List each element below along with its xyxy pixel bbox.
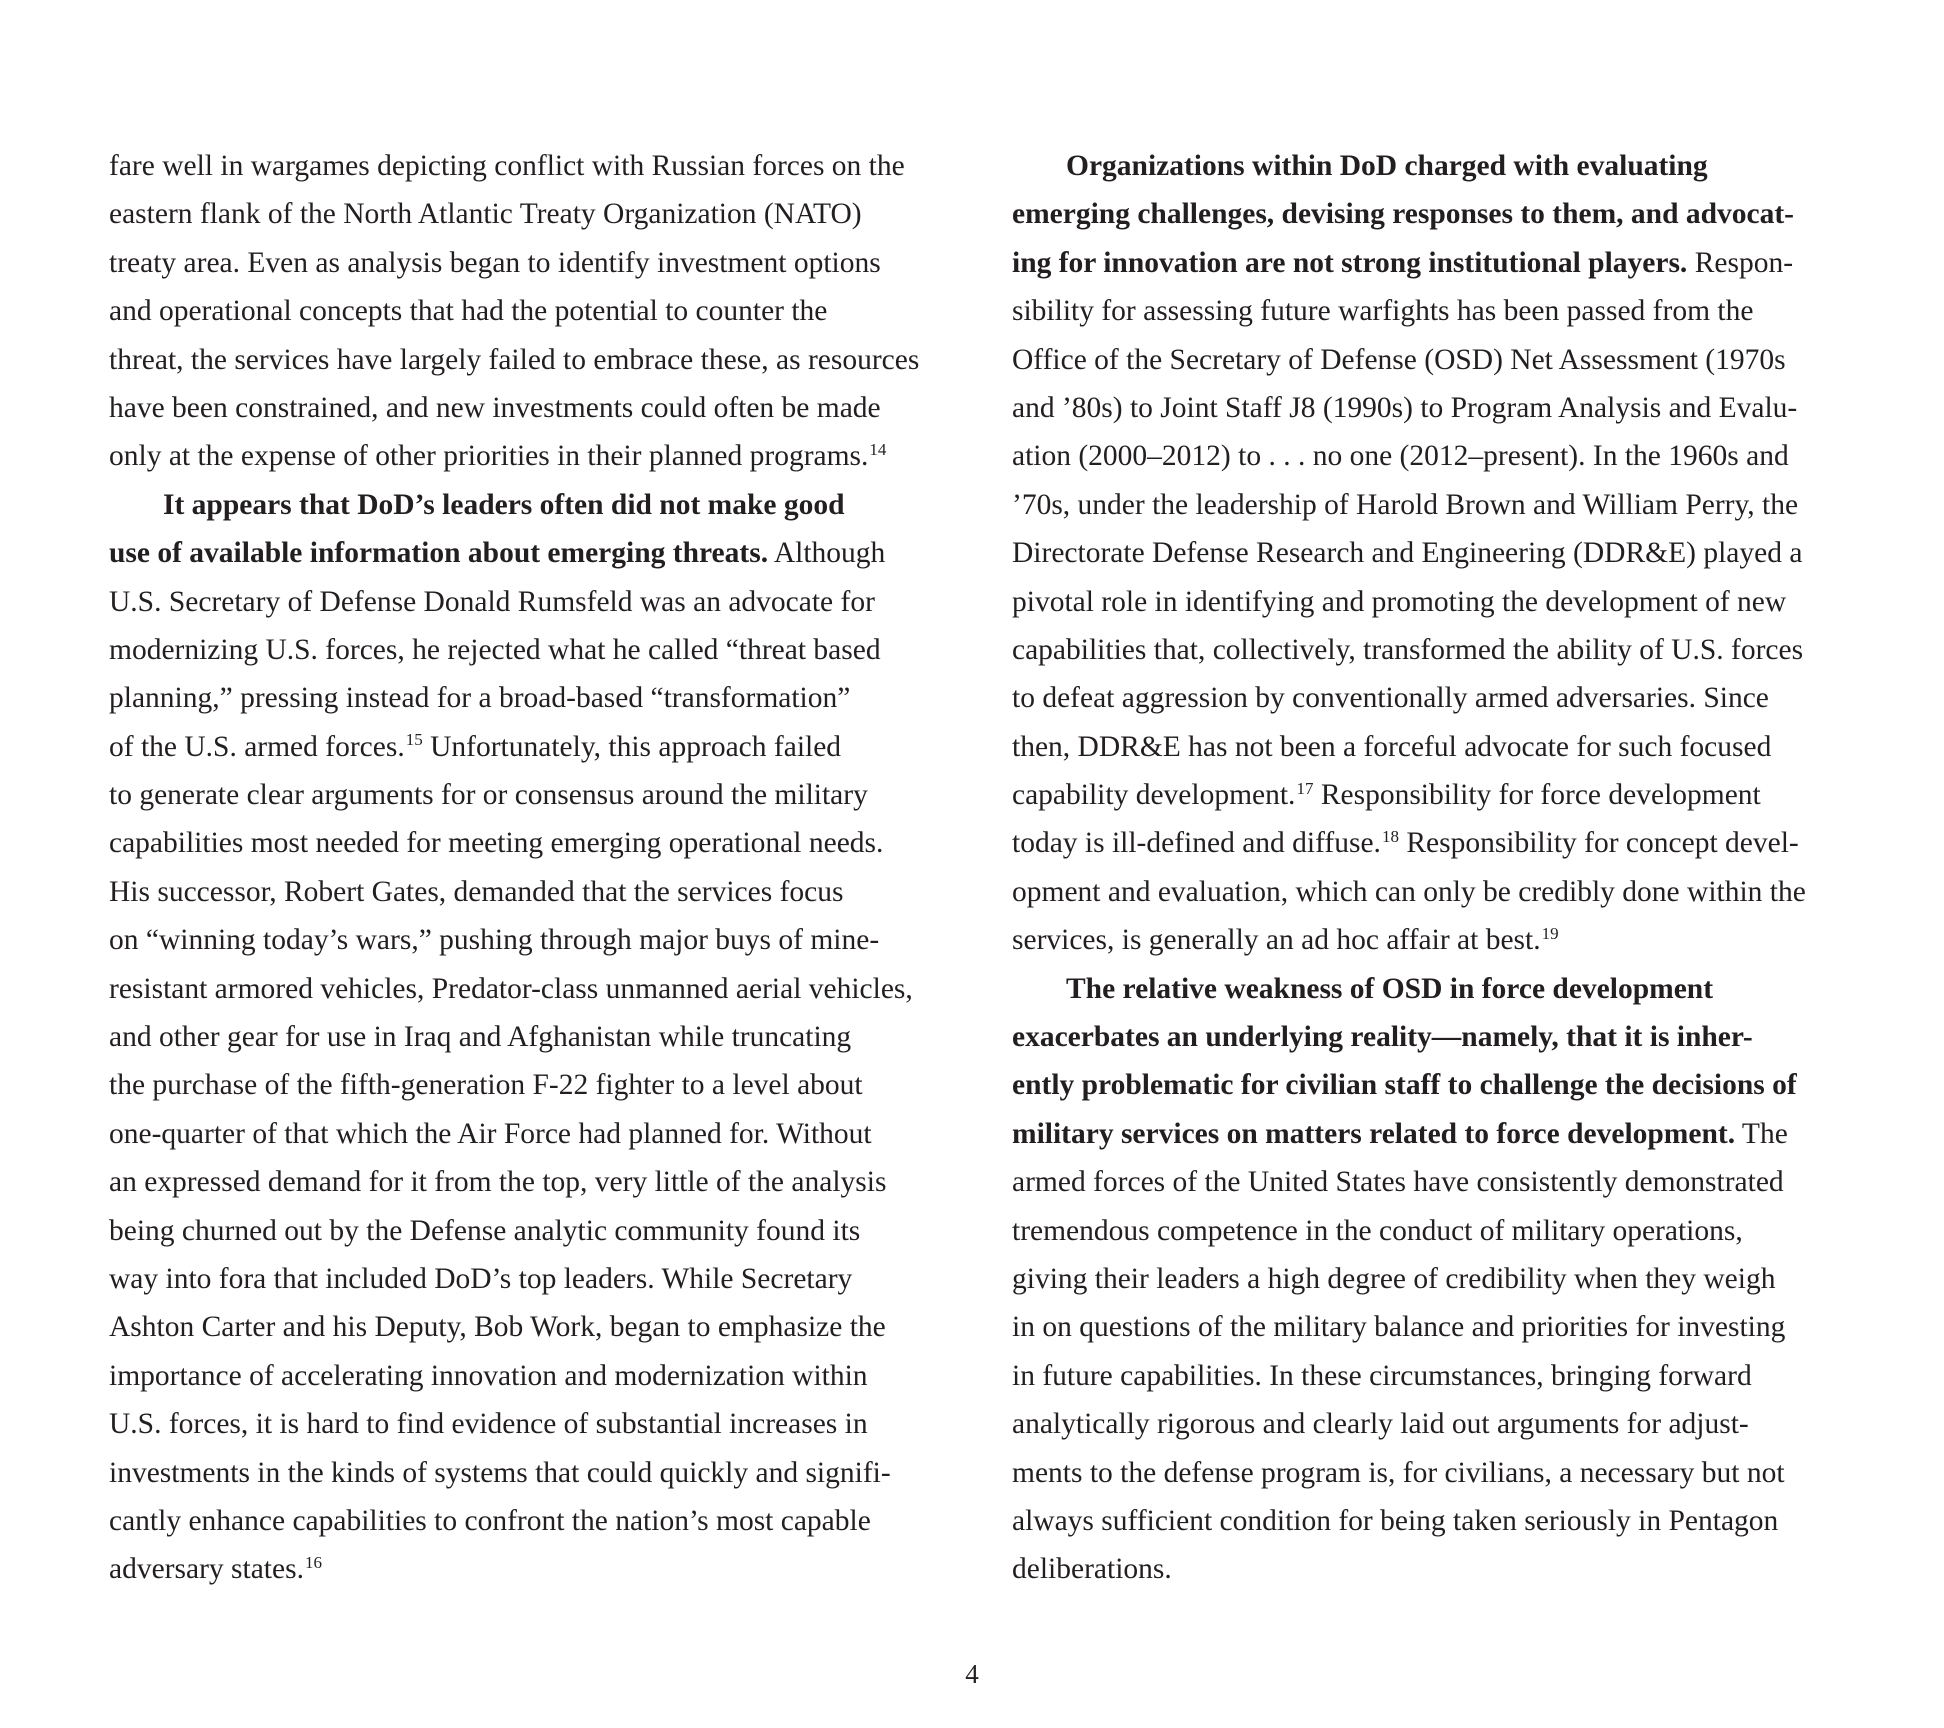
body-text: Unfortunately, this approach failed xyxy=(422,730,842,763)
footnote-ref: 14 xyxy=(869,439,887,459)
text-line xyxy=(109,771,949,819)
text-line xyxy=(109,336,949,384)
text-line xyxy=(109,190,949,238)
text-line xyxy=(109,965,949,1013)
text-line xyxy=(1012,529,1862,577)
body-text: services, is generally an ad hoc affair at best. xyxy=(1012,924,1541,957)
text-line xyxy=(109,868,949,916)
body-text: Directorate Defense Research and Engineering (DDR&E) played a xyxy=(1012,537,1803,570)
text-line xyxy=(109,1449,949,1497)
body-text: opment and evaluation, which can only be credibly done within the xyxy=(1012,875,1806,908)
text-line xyxy=(109,142,949,190)
text-line xyxy=(1012,1158,1862,1206)
body-text: on “winning today’s wars,” pushing through major buys of mine- xyxy=(109,924,880,957)
text-line xyxy=(109,578,949,626)
body-text: importance of accelerating innovation and modernization within xyxy=(109,1359,868,1392)
text-line xyxy=(109,432,949,480)
bold-lead-text: emerging challenges, devising responses to them, and advocat- xyxy=(1012,198,1795,231)
text-line xyxy=(1012,481,1862,529)
left-column xyxy=(109,142,949,1594)
text-line xyxy=(109,674,949,722)
page-number: 4 xyxy=(965,1659,979,1689)
text-line xyxy=(109,916,949,964)
text-line xyxy=(1012,1255,1862,1303)
body-text: one-quarter of that which the Air Force had planned for. Without xyxy=(109,1117,872,1150)
text-line xyxy=(1012,916,1862,964)
body-text: analytically rigorous and clearly laid out arguments for adjust- xyxy=(1012,1408,1749,1441)
bold-lead-text: It appears that DoD’s leaders often did not make good xyxy=(163,488,845,521)
body-text: of the U.S. armed forces. xyxy=(109,730,405,763)
text-line xyxy=(1012,1207,1862,1255)
text-line xyxy=(1012,1545,1862,1593)
text-line xyxy=(1012,1303,1862,1351)
body-text: only at the expense of other priorities in their planned programs. xyxy=(109,440,869,473)
body-text: then, DDR&E has not been a forceful advocate for such focused xyxy=(1012,730,1772,763)
body-text: armed forces of the United States have consistently demonstrated xyxy=(1012,1166,1784,1199)
text-line xyxy=(109,1400,949,1448)
body-text: the purchase of the fifth-generation F-22 fighter to a level about xyxy=(109,1069,863,1102)
text-line xyxy=(1012,626,1862,674)
text-line xyxy=(1012,142,1862,190)
body-text: investments in the kinds of systems that could quickly and signifi- xyxy=(109,1456,891,1489)
body-text: Although xyxy=(768,537,886,570)
text-line xyxy=(109,239,949,287)
body-text: tremendous competence in the conduct of military operations, xyxy=(1012,1214,1743,1247)
text-line xyxy=(109,819,949,867)
text-line xyxy=(109,1013,949,1061)
body-text: modernizing U.S. forces, he rejected what he called “threat based xyxy=(109,633,881,666)
text-line xyxy=(1012,1110,1862,1158)
body-text: threat, the services have largely failed to embrace these, as resources xyxy=(109,343,920,376)
body-text: cantly enhance capabilities to confront the nation’s most capable xyxy=(109,1504,871,1537)
footnote-ref: 18 xyxy=(1381,826,1399,846)
body-text: pivotal role in identifying and promoting the development of new xyxy=(1012,585,1787,618)
text-line xyxy=(1012,723,1862,771)
body-text: resistant armored vehicles, Predator-class unmanned aerial vehicles, xyxy=(109,972,913,1005)
text-line xyxy=(1012,1449,1862,1497)
body-text: to defeat aggression by conventionally armed adversaries. Since xyxy=(1012,682,1769,715)
text-line xyxy=(109,384,949,432)
body-text: U.S. Secretary of Defense Donald Rumsfeld was an advocate for xyxy=(109,585,875,618)
body-text: have been constrained, and new investments could often be made xyxy=(109,391,881,424)
body-text: capability development. xyxy=(1012,779,1296,812)
text-line xyxy=(109,1061,949,1109)
body-text: giving their leaders a high degree of credibility when they weigh xyxy=(1012,1262,1776,1295)
body-text: being churned out by the Defense analytic community found its xyxy=(109,1214,861,1247)
text-line xyxy=(109,626,949,674)
text-line xyxy=(109,723,949,771)
text-line xyxy=(1012,771,1862,819)
text-line xyxy=(1012,1352,1862,1400)
body-text: in on questions of the military balance and priorities for investing xyxy=(1012,1311,1786,1344)
body-text: fare well in wargames depicting conflict with Russian forces on the xyxy=(109,150,905,182)
body-text: Respon- xyxy=(1687,246,1794,279)
text-line xyxy=(109,529,949,577)
body-text: and operational concepts that had the potential to counter the xyxy=(109,295,828,328)
body-text: Responsibility for concept devel- xyxy=(1398,827,1799,860)
text-line xyxy=(1012,1400,1862,1448)
footnote-ref: 17 xyxy=(1296,778,1314,798)
text-line xyxy=(109,481,949,529)
footnote-ref: 19 xyxy=(1541,923,1559,943)
text-line xyxy=(109,1303,949,1351)
bold-lead-text: ently problematic for civilian staff to challenge the decisions of xyxy=(1012,1069,1797,1102)
text-line xyxy=(1012,819,1862,867)
body-text: Ashton Carter and his Deputy, Bob Work, began to emphasize the xyxy=(109,1311,886,1344)
body-text: planning,” pressing instead for a broad-based “transformation” xyxy=(109,682,851,715)
body-text: ation (2000–2012) to . . . no one (2012–present). In the 1960s and xyxy=(1012,440,1789,473)
text-line xyxy=(109,1207,949,1255)
body-text: way into fora that included DoD’s top leaders. While Secretary xyxy=(109,1262,853,1295)
bold-lead-text: ing for innovation are not strong institutional players. xyxy=(1012,246,1688,279)
body-text: Office of the Secretary of Defense (OSD) Net Assessment (1970s xyxy=(1012,343,1786,376)
body-text: ments to the defense program is, for civilians, a necessary but not xyxy=(1012,1456,1785,1489)
bold-lead-text: military services on matters related to force development. xyxy=(1012,1117,1736,1150)
text-line xyxy=(1012,868,1862,916)
right-column xyxy=(1012,142,1862,1594)
body-text: today is ill-defined and diffuse. xyxy=(1012,827,1381,860)
body-text: His successor, Robert Gates, demanded that the services focus xyxy=(109,875,844,908)
body-text: capabilities most needed for meeting emerging operational needs. xyxy=(109,827,884,860)
text-line xyxy=(1012,190,1862,238)
body-text: U.S. forces, it is hard to find evidence of substantial increases in xyxy=(109,1408,868,1441)
body-text: Responsibility for force development xyxy=(1313,779,1761,812)
body-text: eastern flank of the North Atlantic Treaty Organization (NATO) xyxy=(109,198,862,231)
text-line xyxy=(1012,336,1862,384)
text-line xyxy=(1012,287,1862,335)
bold-lead-text: exacerbates an underlying reality—namely, that it is inher- xyxy=(1012,1021,1753,1054)
text-line xyxy=(109,1497,949,1545)
text-line xyxy=(1012,384,1862,432)
text-line xyxy=(1012,239,1862,287)
body-text: ’70s, under the leadership of Harold Brown and William Perry, the xyxy=(1012,488,1799,521)
text-line xyxy=(109,1110,949,1158)
bold-lead-text: Organizations within DoD charged with evaluating xyxy=(1066,150,1708,182)
body-text: to generate clear arguments for or consensus around the military xyxy=(109,779,868,812)
text-line xyxy=(1012,1061,1862,1109)
text-line xyxy=(109,1255,949,1303)
text-line xyxy=(1012,1013,1862,1061)
text-line xyxy=(109,1352,949,1400)
body-text: adversary states. xyxy=(109,1553,304,1586)
text-line xyxy=(109,1158,949,1206)
text-line xyxy=(109,287,949,335)
text-line xyxy=(1012,1497,1862,1545)
body-text: always sufficient condition for being taken seriously in Pentagon xyxy=(1012,1504,1779,1537)
body-text: an expressed demand for it from the top, very little of the analysis xyxy=(109,1166,887,1199)
body-text: and other gear for use in Iraq and Afghanistan while truncating xyxy=(109,1021,852,1054)
body-text: in future capabilities. In these circumstances, bringing forward xyxy=(1012,1359,1752,1392)
text-line xyxy=(1012,432,1862,480)
body-text: capabilities that, collectively, transformed the ability of U.S. forces xyxy=(1012,633,1804,666)
footnote-ref: 16 xyxy=(304,1552,322,1572)
body-text: and ’80s) to Joint Staff J8 (1990s) to Program Analysis and Evalu- xyxy=(1012,391,1798,424)
body-text: The xyxy=(1735,1117,1788,1150)
text-line xyxy=(109,1545,949,1593)
text-line xyxy=(1012,578,1862,626)
body-text: deliberations. xyxy=(1012,1553,1172,1586)
bold-lead-text: use of available information about emerging threats. xyxy=(109,537,769,570)
body-text: treaty area. Even as analysis began to identify investment options xyxy=(109,246,881,279)
bold-lead-text: The relative weakness of OSD in force development xyxy=(1066,972,1714,1005)
text-line xyxy=(1012,674,1862,722)
footnote-ref: 15 xyxy=(405,730,423,750)
text-line xyxy=(1012,965,1862,1013)
body-text: sibility for assessing future warfights has been passed from the xyxy=(1012,295,1754,328)
